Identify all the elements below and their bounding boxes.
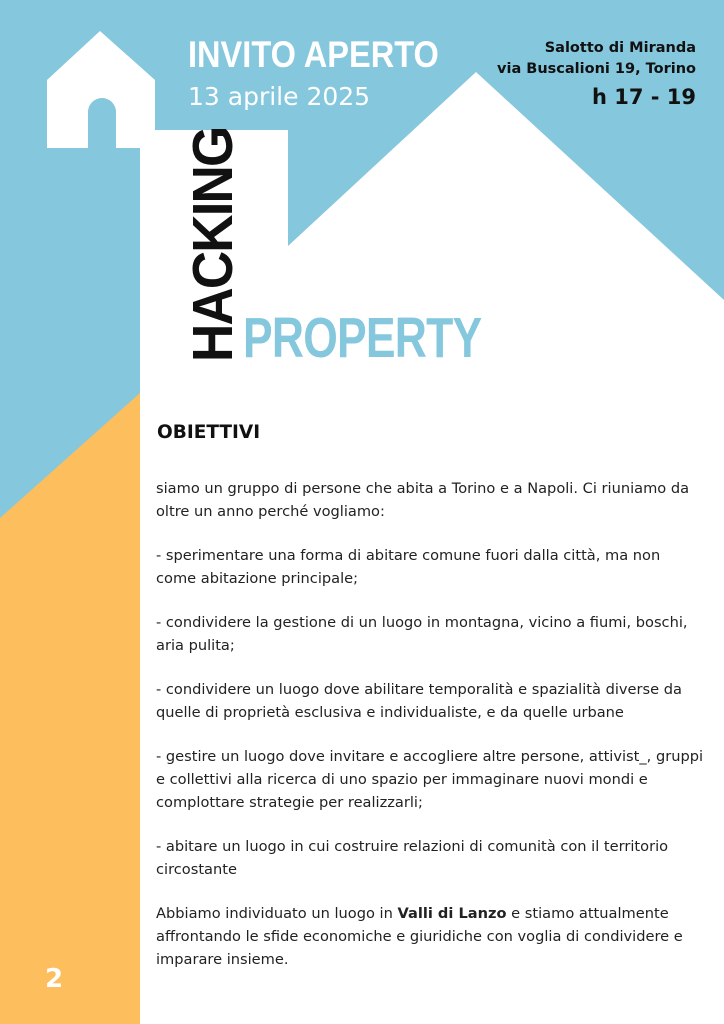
- objective-item: - condividere la gestione di un luogo in montagna, vicino a fiumi, boschi, aria pulita;: [156, 614, 688, 654]
- event-title: INVITO APERTO: [188, 34, 439, 75]
- objective-item: - condividere un luogo dove abilitare temporalità e spazialità diverse da quelle di proprietà esclusiva e individualiste, e da quelle urbane: [156, 681, 682, 721]
- objective-item: - abitare un luogo in cui costruire relazioni di comunità con il territorio circostante: [156, 838, 669, 878]
- venue-address: via Buscalioni 19, Torino: [497, 61, 696, 77]
- closing-text-end: e stiamo attualmente affrontando le sfide economiche e giuridiche con voglia di condividere e imparare insieme.: [156, 905, 683, 968]
- objective-item: - sperimentare una forma di abitare comune fuori dalla città, ma non come abitazione principale;: [156, 547, 661, 587]
- logo-hacking-text: HACKING: [181, 127, 245, 362]
- event-time: h 17 - 19: [591, 85, 696, 109]
- venue-name: Salotto di Miranda: [544, 40, 696, 56]
- objective-item: - gestire un luogo dove invitare e accogliere altre persone, attivist_, gruppi e collettivi alla ricerca di uno spazio per immaginare nuovi mondi e complottare strategie per realizzarli;: [156, 748, 704, 811]
- location-highlight: Valli di Lanzo: [397, 905, 507, 922]
- closing-paragraph: [156, 902, 704, 971]
- body-text: [156, 477, 704, 992]
- event-date: 13 aprile 2025: [188, 82, 371, 111]
- logo-hacking: [181, 110, 245, 362]
- logo-property: PROPERTY: [243, 306, 482, 370]
- closing-text-start: Abbiamo individuato un luogo in: [156, 905, 398, 922]
- intro-paragraph: siamo un gruppo di persone che abita a Torino e a Napoli. Ci riuniamo da oltre un anno perché vogliamo:: [156, 480, 690, 520]
- venue-info: [497, 38, 696, 80]
- page-number: 2: [45, 964, 64, 994]
- section-title: OBIETTIVI: [157, 422, 261, 443]
